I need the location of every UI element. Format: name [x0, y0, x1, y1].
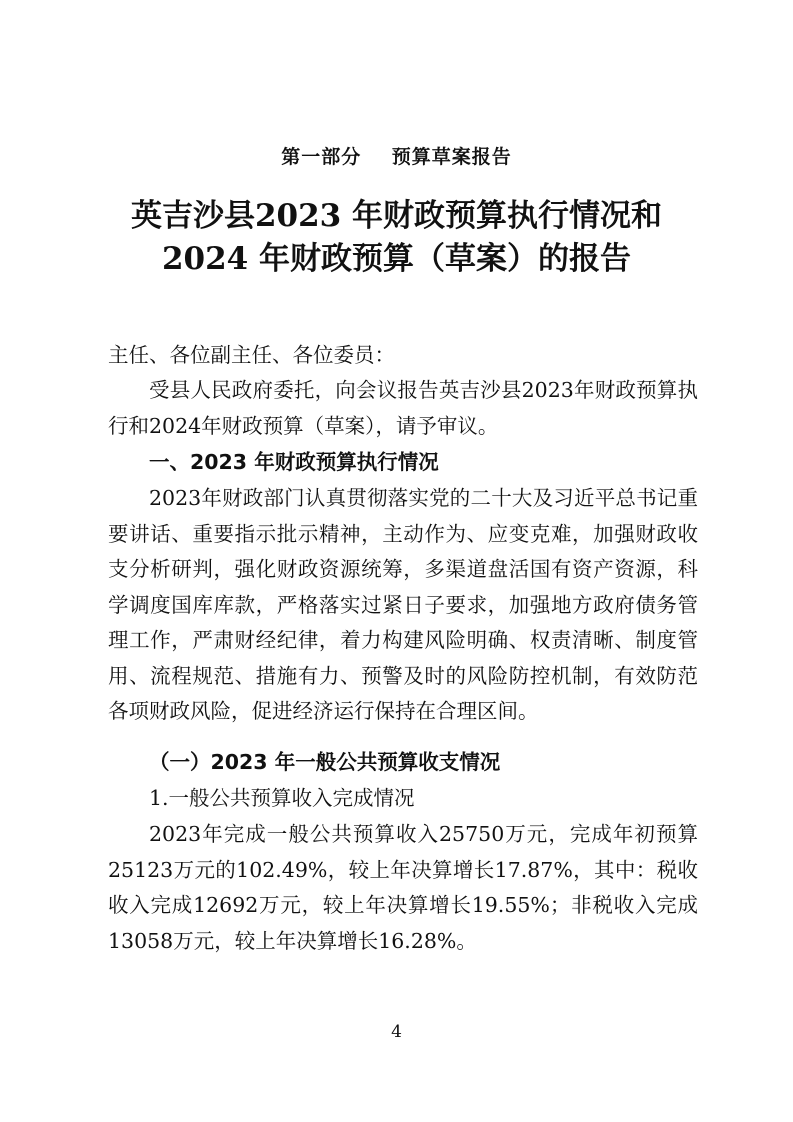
page-number: 4	[391, 1022, 402, 1042]
heading-budget-execution: 一、2023 年财政预算执行情况	[149, 450, 439, 474]
heading-revenue-completion: 1.一般公共预算收入完成情况	[149, 786, 415, 810]
section-label: 第一部分 预算草案报告	[281, 146, 512, 168]
execution-summary-paragraph: 2023年财政部门认真贯彻落实党的二十大及习近平总书记重要讲话、重要指示批示精神，主动作为、应变克难，加强财政收支分析研判，强化财政资源统筹，多渠道盘活国有资产资源，科学调度国库库款，严格落实过紧日子要求，加强地方政府债务管理工作，严肃财经纪律，着力构建风险明确、权责清晰、制度管用、流程规范、措施有力、预警及时的风险防控机制，有效防范各项财政风险，促进经济运行保持在合理区间。	[108, 486, 698, 723]
salutation: 主任、各位副主任、各位委员：	[108, 343, 395, 367]
heading-general-public-budget: （一）2023 年一般公共预算收支情况	[149, 750, 501, 774]
report-title-line-2: 2024 年财政预算（草案）的报告	[161, 241, 632, 277]
report-title-line-1: 英吉沙县2023 年财政预算执行情况和	[130, 198, 663, 234]
revenue-paragraph: 2023年完成一般公共预算收入25750万元，完成年初预算25123万元的102.49%，较上年决算增长17.87%，其中：税收收入完成12692万元，较上年决算增长19.55%；非税收入完成13058万元，较上年决算增长16.28%。	[108, 822, 698, 953]
intro-paragraph: 受县人民政府委托，向会议报告英吉沙县2023年财政预算执行和2024年财政预算（草案），请予审议。	[108, 378, 698, 438]
